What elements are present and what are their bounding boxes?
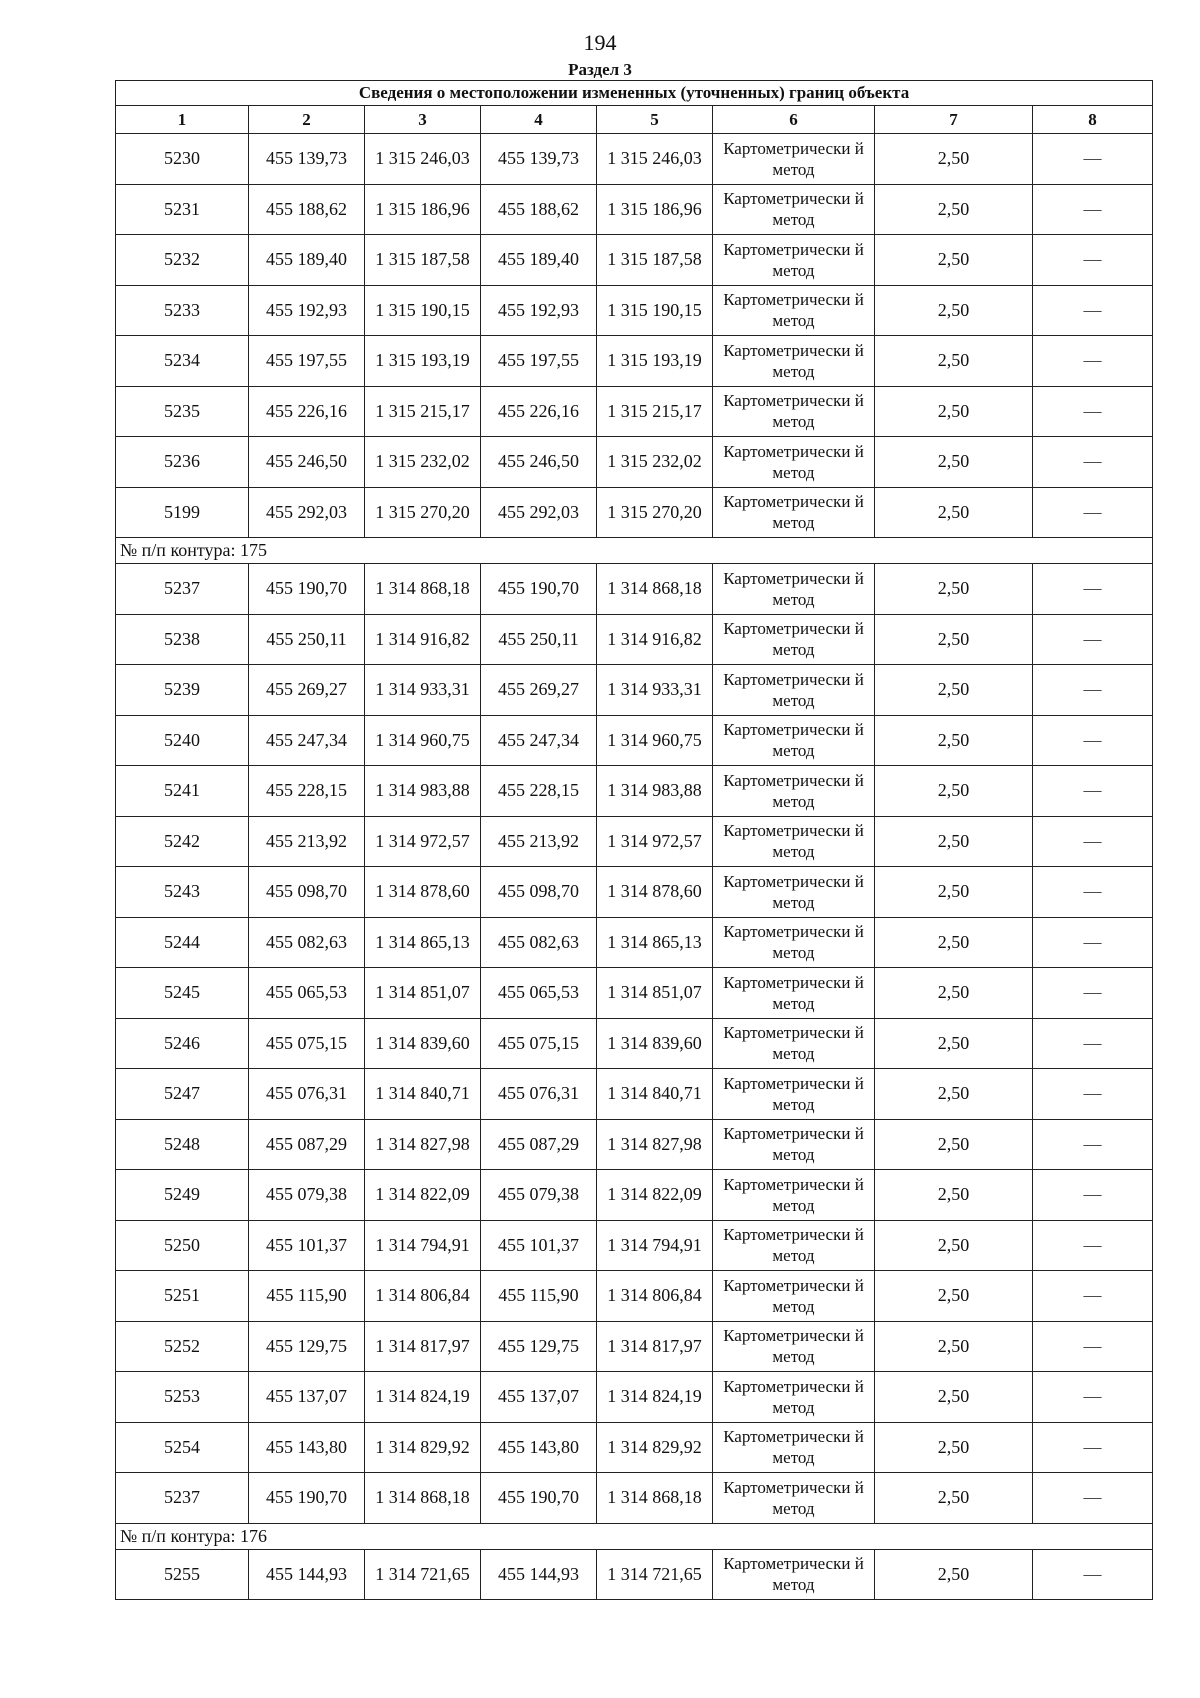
- table-body: [116, 134, 1153, 1600]
- y-new-cell: 1 315 215,17: [597, 386, 713, 437]
- y-old-cell: 1 314 822,09: [365, 1170, 481, 1221]
- description-cell: —: [1033, 1119, 1153, 1170]
- description-cell: —: [1033, 336, 1153, 387]
- table-row: [116, 487, 1153, 538]
- x-new-cell: 455 079,38: [481, 1170, 597, 1221]
- point-number-cell: 5240: [116, 715, 249, 766]
- point-number-cell: 5237: [116, 1473, 249, 1524]
- point-number-cell: 5247: [116, 1069, 249, 1120]
- accuracy-cell: 2,50: [875, 564, 1033, 615]
- x-old-cell: 455 082,63: [249, 917, 365, 968]
- method-cell: Картометрически й метод: [713, 715, 875, 766]
- x-new-cell: 455 190,70: [481, 1473, 597, 1524]
- table-row: [116, 564, 1153, 615]
- accuracy-cell: 2,50: [875, 665, 1033, 716]
- method-cell: Картометрически й метод: [713, 917, 875, 968]
- accuracy-cell: 2,50: [875, 1321, 1033, 1372]
- y-new-cell: 1 314 840,71: [597, 1069, 713, 1120]
- y-new-cell: 1 315 270,20: [597, 487, 713, 538]
- accuracy-cell: 2,50: [875, 816, 1033, 867]
- x-old-cell: 455 228,15: [249, 766, 365, 817]
- x-new-cell: 455 250,11: [481, 614, 597, 665]
- x-new-cell: 455 197,55: [481, 336, 597, 387]
- x-new-cell: 455 228,15: [481, 766, 597, 817]
- method-cell: Картометрически й метод: [713, 564, 875, 615]
- description-cell: —: [1033, 917, 1153, 968]
- y-new-cell: 1 314 794,91: [597, 1220, 713, 1271]
- method-cell: Картометрически й метод: [713, 1069, 875, 1120]
- column-header: 5: [597, 106, 713, 134]
- x-old-cell: 455 139,73: [249, 134, 365, 185]
- method-cell: Картометрически й метод: [713, 1473, 875, 1524]
- accuracy-cell: 2,50: [875, 867, 1033, 918]
- column-header: 1: [116, 106, 249, 134]
- x-new-cell: 455 269,27: [481, 665, 597, 716]
- contour-label: № п/п контура: 176: [116, 1523, 1153, 1549]
- table-row: [116, 1220, 1153, 1271]
- x-new-cell: 455 143,80: [481, 1422, 597, 1473]
- y-old-cell: 1 315 270,20: [365, 487, 481, 538]
- method-cell: Картометрически й метод: [713, 285, 875, 336]
- table-row: [116, 1271, 1153, 1322]
- accuracy-cell: 2,50: [875, 184, 1033, 235]
- y-new-cell: 1 315 193,19: [597, 336, 713, 387]
- table-row: [116, 968, 1153, 1019]
- method-cell: Картометрически й метод: [713, 1119, 875, 1170]
- accuracy-cell: 2,50: [875, 1473, 1033, 1524]
- x-new-cell: 455 192,93: [481, 285, 597, 336]
- x-new-cell: 455 139,73: [481, 134, 597, 185]
- point-number-cell: 5239: [116, 665, 249, 716]
- x-new-cell: 455 144,93: [481, 1549, 597, 1600]
- point-number-cell: 5236: [116, 437, 249, 488]
- accuracy-cell: 2,50: [875, 1271, 1033, 1322]
- x-old-cell: 455 137,07: [249, 1372, 365, 1423]
- table-row: [116, 437, 1153, 488]
- x-old-cell: 455 250,11: [249, 614, 365, 665]
- table-row: [116, 1422, 1153, 1473]
- y-old-cell: 1 315 193,19: [365, 336, 481, 387]
- y-old-cell: 1 314 829,92: [365, 1422, 481, 1473]
- column-header: 4: [481, 106, 597, 134]
- y-new-cell: 1 315 187,58: [597, 235, 713, 286]
- y-new-cell: 1 314 827,98: [597, 1119, 713, 1170]
- x-new-cell: 455 188,62: [481, 184, 597, 235]
- x-new-cell: 455 082,63: [481, 917, 597, 968]
- method-cell: Картометрически й метод: [713, 766, 875, 817]
- column-header: 8: [1033, 106, 1153, 134]
- y-old-cell: 1 314 839,60: [365, 1018, 481, 1069]
- x-old-cell: 455 197,55: [249, 336, 365, 387]
- table-row: [116, 336, 1153, 387]
- y-new-cell: 1 315 246,03: [597, 134, 713, 185]
- x-old-cell: 455 190,70: [249, 1473, 365, 1524]
- y-old-cell: 1 314 827,98: [365, 1119, 481, 1170]
- y-old-cell: 1 314 868,18: [365, 564, 481, 615]
- table-row: [116, 1473, 1153, 1524]
- point-number-cell: 5237: [116, 564, 249, 615]
- description-cell: —: [1033, 1069, 1153, 1120]
- x-old-cell: 455 188,62: [249, 184, 365, 235]
- description-cell: —: [1033, 968, 1153, 1019]
- method-cell: Картометрически й метод: [713, 968, 875, 1019]
- point-number-cell: 5244: [116, 917, 249, 968]
- description-cell: —: [1033, 816, 1153, 867]
- y-old-cell: 1 315 246,03: [365, 134, 481, 185]
- table-row: [116, 665, 1153, 716]
- point-number-cell: 5238: [116, 614, 249, 665]
- description-cell: —: [1033, 1473, 1153, 1524]
- accuracy-cell: 2,50: [875, 1069, 1033, 1120]
- description-cell: —: [1033, 1422, 1153, 1473]
- y-new-cell: 1 314 721,65: [597, 1549, 713, 1600]
- accuracy-cell: 2,50: [875, 917, 1033, 968]
- x-new-cell: 455 098,70: [481, 867, 597, 918]
- y-new-cell: 1 314 839,60: [597, 1018, 713, 1069]
- description-cell: —: [1033, 1549, 1153, 1600]
- method-cell: Картометрически й метод: [713, 134, 875, 185]
- y-old-cell: 1 315 215,17: [365, 386, 481, 437]
- method-cell: Картометрически й метод: [713, 1018, 875, 1069]
- table-row: [116, 715, 1153, 766]
- y-old-cell: 1 315 186,96: [365, 184, 481, 235]
- y-new-cell: 1 314 916,82: [597, 614, 713, 665]
- table-row: [116, 1018, 1153, 1069]
- description-cell: —: [1033, 437, 1153, 488]
- point-number-cell: 5252: [116, 1321, 249, 1372]
- table-row: [116, 614, 1153, 665]
- y-old-cell: 1 314 933,31: [365, 665, 481, 716]
- description-cell: —: [1033, 1170, 1153, 1221]
- y-old-cell: 1 315 232,02: [365, 437, 481, 488]
- method-cell: Картометрически й метод: [713, 487, 875, 538]
- x-new-cell: 455 189,40: [481, 235, 597, 286]
- accuracy-cell: 2,50: [875, 1422, 1033, 1473]
- point-number-cell: 5249: [116, 1170, 249, 1221]
- accuracy-cell: 2,50: [875, 336, 1033, 387]
- x-old-cell: 455 075,15: [249, 1018, 365, 1069]
- method-cell: Картометрически й метод: [713, 235, 875, 286]
- table-row: [116, 285, 1153, 336]
- x-old-cell: 455 213,92: [249, 816, 365, 867]
- accuracy-cell: 2,50: [875, 235, 1033, 286]
- y-new-cell: 1 314 822,09: [597, 1170, 713, 1221]
- accuracy-cell: 2,50: [875, 1220, 1033, 1271]
- y-old-cell: 1 314 878,60: [365, 867, 481, 918]
- x-new-cell: 455 065,53: [481, 968, 597, 1019]
- point-number-cell: 5235: [116, 386, 249, 437]
- y-new-cell: 1 314 868,18: [597, 1473, 713, 1524]
- description-cell: —: [1033, 715, 1153, 766]
- point-number-cell: 5199: [116, 487, 249, 538]
- accuracy-cell: 2,50: [875, 386, 1033, 437]
- x-old-cell: 455 190,70: [249, 564, 365, 615]
- x-new-cell: 455 247,34: [481, 715, 597, 766]
- point-number-cell: 5231: [116, 184, 249, 235]
- y-new-cell: 1 314 972,57: [597, 816, 713, 867]
- method-cell: Картометрически й метод: [713, 1321, 875, 1372]
- accuracy-cell: 2,50: [875, 1372, 1033, 1423]
- x-old-cell: 455 087,29: [249, 1119, 365, 1170]
- page-number: 194: [583, 30, 617, 55]
- point-number-cell: 5230: [116, 134, 249, 185]
- method-cell: Картометрически й метод: [713, 386, 875, 437]
- point-number-cell: 5255: [116, 1549, 249, 1600]
- accuracy-cell: 2,50: [875, 1018, 1033, 1069]
- contour-label: № п/п контура: 175: [116, 538, 1153, 564]
- accuracy-cell: 2,50: [875, 766, 1033, 817]
- x-old-cell: 455 144,93: [249, 1549, 365, 1600]
- table-row: [116, 766, 1153, 817]
- x-old-cell: 455 143,80: [249, 1422, 365, 1473]
- description-cell: —: [1033, 386, 1153, 437]
- accuracy-cell: 2,50: [875, 285, 1033, 336]
- description-cell: —: [1033, 867, 1153, 918]
- y-new-cell: 1 314 983,88: [597, 766, 713, 817]
- description-cell: —: [1033, 1321, 1153, 1372]
- x-old-cell: 455 226,16: [249, 386, 365, 437]
- point-number-cell: 5246: [116, 1018, 249, 1069]
- x-new-cell: 455 115,90: [481, 1271, 597, 1322]
- table-row: [116, 1372, 1153, 1423]
- description-cell: —: [1033, 235, 1153, 286]
- y-old-cell: 1 314 960,75: [365, 715, 481, 766]
- x-old-cell: 455 192,93: [249, 285, 365, 336]
- y-old-cell: 1 314 916,82: [365, 614, 481, 665]
- description-cell: —: [1033, 1372, 1153, 1423]
- section-title: Раздел 3: [568, 60, 632, 79]
- x-old-cell: 455 076,31: [249, 1069, 365, 1120]
- y-old-cell: 1 314 851,07: [365, 968, 481, 1019]
- y-new-cell: 1 314 868,18: [597, 564, 713, 615]
- method-cell: Картометрически й метод: [713, 1422, 875, 1473]
- method-cell: Картометрически й метод: [713, 336, 875, 387]
- accuracy-cell: 2,50: [875, 1170, 1033, 1221]
- x-old-cell: 455 292,03: [249, 487, 365, 538]
- description-cell: —: [1033, 184, 1153, 235]
- x-old-cell: 455 189,40: [249, 235, 365, 286]
- point-number-cell: 5242: [116, 816, 249, 867]
- table-caption: Сведения о местоположении измененных (уточненных) границ объекта: [116, 81, 1153, 106]
- table-row: [116, 1069, 1153, 1120]
- y-new-cell: 1 314 865,13: [597, 917, 713, 968]
- table-row: [116, 184, 1153, 235]
- y-new-cell: 1 315 232,02: [597, 437, 713, 488]
- y-old-cell: 1 314 972,57: [365, 816, 481, 867]
- table-row: [116, 1170, 1153, 1221]
- x-new-cell: 455 101,37: [481, 1220, 597, 1271]
- method-cell: Картометрически й метод: [713, 665, 875, 716]
- x-new-cell: 455 246,50: [481, 437, 597, 488]
- method-cell: Картометрически й метод: [713, 1170, 875, 1221]
- accuracy-cell: 2,50: [875, 437, 1033, 488]
- point-number-cell: 5250: [116, 1220, 249, 1271]
- description-cell: —: [1033, 1018, 1153, 1069]
- y-old-cell: 1 315 190,15: [365, 285, 481, 336]
- method-cell: Картометрически й метод: [713, 1220, 875, 1271]
- x-new-cell: 455 292,03: [481, 487, 597, 538]
- method-cell: Картометрически й метод: [713, 816, 875, 867]
- point-number-cell: 5234: [116, 336, 249, 387]
- x-new-cell: 455 226,16: [481, 386, 597, 437]
- y-new-cell: 1 314 878,60: [597, 867, 713, 918]
- x-new-cell: 455 213,92: [481, 816, 597, 867]
- x-old-cell: 455 115,90: [249, 1271, 365, 1322]
- y-new-cell: 1 314 824,19: [597, 1372, 713, 1423]
- contour-row: [116, 1523, 1153, 1549]
- description-cell: —: [1033, 487, 1153, 538]
- column-header: 3: [365, 106, 481, 134]
- x-new-cell: 455 129,75: [481, 1321, 597, 1372]
- x-old-cell: 455 246,50: [249, 437, 365, 488]
- method-cell: Картометрически й метод: [713, 1372, 875, 1423]
- table-row: [116, 1321, 1153, 1372]
- column-header: 2: [249, 106, 365, 134]
- y-new-cell: 1 314 806,84: [597, 1271, 713, 1322]
- method-cell: Картометрически й метод: [713, 1549, 875, 1600]
- point-number-cell: 5241: [116, 766, 249, 817]
- y-old-cell: 1 314 865,13: [365, 917, 481, 968]
- method-cell: Картометрически й метод: [713, 1271, 875, 1322]
- column-header-row: [116, 106, 1153, 134]
- column-header: 6: [713, 106, 875, 134]
- x-old-cell: 455 129,75: [249, 1321, 365, 1372]
- y-old-cell: 1 314 806,84: [365, 1271, 481, 1322]
- description-cell: —: [1033, 134, 1153, 185]
- table-row: [116, 1549, 1153, 1600]
- y-old-cell: 1 314 794,91: [365, 1220, 481, 1271]
- point-number-cell: 5243: [116, 867, 249, 918]
- method-cell: Картометрически й метод: [713, 867, 875, 918]
- y-old-cell: 1 314 817,97: [365, 1321, 481, 1372]
- x-new-cell: 455 076,31: [481, 1069, 597, 1120]
- y-new-cell: 1 314 960,75: [597, 715, 713, 766]
- description-cell: —: [1033, 285, 1153, 336]
- table-row: [116, 386, 1153, 437]
- y-new-cell: 1 315 190,15: [597, 285, 713, 336]
- x-old-cell: 455 247,34: [249, 715, 365, 766]
- x-new-cell: 455 075,15: [481, 1018, 597, 1069]
- y-new-cell: 1 314 829,92: [597, 1422, 713, 1473]
- table-row: [116, 867, 1153, 918]
- table-row: [116, 816, 1153, 867]
- point-number-cell: 5254: [116, 1422, 249, 1473]
- y-old-cell: 1 314 721,65: [365, 1549, 481, 1600]
- accuracy-cell: 2,50: [875, 487, 1033, 538]
- accuracy-cell: 2,50: [875, 1119, 1033, 1170]
- y-new-cell: 1 314 817,97: [597, 1321, 713, 1372]
- x-new-cell: 455 087,29: [481, 1119, 597, 1170]
- x-old-cell: 455 079,38: [249, 1170, 365, 1221]
- boundary-coordinates-table: [115, 80, 1153, 1600]
- point-number-cell: 5251: [116, 1271, 249, 1322]
- description-cell: —: [1033, 1220, 1153, 1271]
- accuracy-cell: 2,50: [875, 715, 1033, 766]
- y-new-cell: 1 315 186,96: [597, 184, 713, 235]
- description-cell: —: [1033, 665, 1153, 716]
- accuracy-cell: 2,50: [875, 134, 1033, 185]
- table-row: [116, 235, 1153, 286]
- table-row: [116, 1119, 1153, 1170]
- accuracy-cell: 2,50: [875, 968, 1033, 1019]
- y-old-cell: 1 315 187,58: [365, 235, 481, 286]
- y-old-cell: 1 314 824,19: [365, 1372, 481, 1423]
- accuracy-cell: 2,50: [875, 614, 1033, 665]
- column-header: 7: [875, 106, 1033, 134]
- point-number-cell: 5233: [116, 285, 249, 336]
- description-cell: —: [1033, 766, 1153, 817]
- x-old-cell: 455 269,27: [249, 665, 365, 716]
- x-old-cell: 455 065,53: [249, 968, 365, 1019]
- point-number-cell: 5232: [116, 235, 249, 286]
- y-old-cell: 1 314 868,18: [365, 1473, 481, 1524]
- x-new-cell: 455 137,07: [481, 1372, 597, 1423]
- table-row: [116, 134, 1153, 185]
- contour-row: [116, 538, 1153, 564]
- point-number-cell: 5253: [116, 1372, 249, 1423]
- description-cell: —: [1033, 564, 1153, 615]
- accuracy-cell: 2,50: [875, 1549, 1033, 1600]
- table-row: [116, 917, 1153, 968]
- method-cell: Картометрически й метод: [713, 614, 875, 665]
- description-cell: —: [1033, 1271, 1153, 1322]
- y-new-cell: 1 314 933,31: [597, 665, 713, 716]
- y-new-cell: 1 314 851,07: [597, 968, 713, 1019]
- method-cell: Картометрически й метод: [713, 437, 875, 488]
- y-old-cell: 1 314 840,71: [365, 1069, 481, 1120]
- x-old-cell: 455 101,37: [249, 1220, 365, 1271]
- method-cell: Картометрически й метод: [713, 184, 875, 235]
- point-number-cell: 5245: [116, 968, 249, 1019]
- x-new-cell: 455 190,70: [481, 564, 597, 615]
- description-cell: —: [1033, 614, 1153, 665]
- point-number-cell: 5248: [116, 1119, 249, 1170]
- y-old-cell: 1 314 983,88: [365, 766, 481, 817]
- x-old-cell: 455 098,70: [249, 867, 365, 918]
